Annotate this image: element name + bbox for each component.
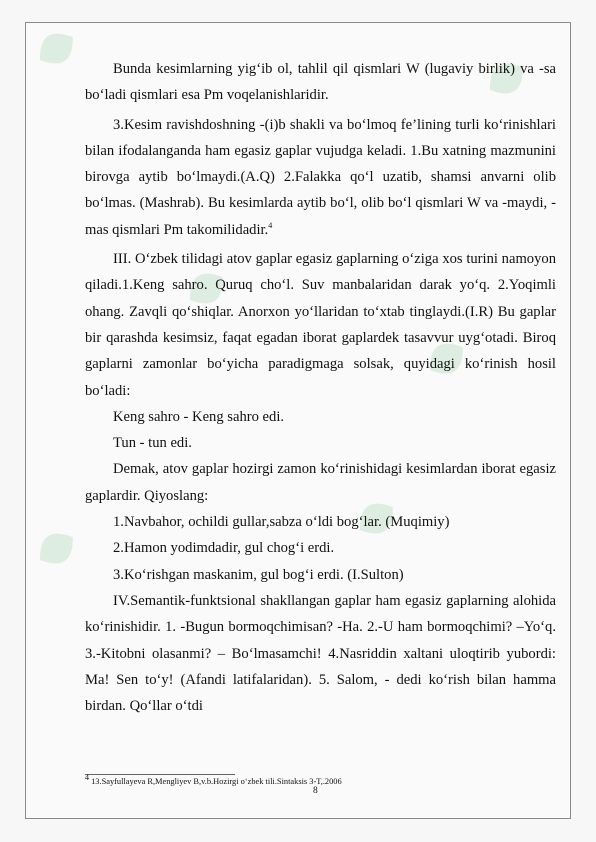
paragraph-2 (85, 112, 556, 243)
example-line-1: Keng sahro - Keng sahro edi. (113, 408, 285, 425)
footnote-number: 4 (85, 773, 89, 783)
example-line-3: 1.Navbahor, ochildi gullar,sabza o‘ldi bog‘lar. (Muqimiy) (113, 514, 450, 531)
paragraph-3: III. O‘zbek tilidagi atov gaplar egasiz gaplarning o‘ziga xos turini namoyon qiladi.1.Keng sahro. Quruq cho‘l. Suv manbalaridan darak yo‘q. 2.Yoqimli ohang. Zavqli qo‘shiqlar. Anorxon yo‘llaridan to‘xtab tinglaydi.(I.R) Bu gaplar bir qarashda kesimsiz, faqat egadan iborat gaplardek tasavvur uyg‘otadi. Biroq gaplarni zamonlar bo‘yicha paradigmaga solsak, quyidagi ko‘rinish hosil bo‘ladi: (85, 251, 556, 399)
paragraph-5: IV.Semantik-funktsional shakllangan gaplar ham egasiz gaplarning alohida ko‘rinishidir. 1. -Bugun bormoqchimisan? -Ha. 2.-U ham bormoqchimi? –Yo‘q. 3.-Kitobni olasanmi? – Bo‘lmasamchi! 4.Nasriddin xaltani uloqtirib yubordi: Ma! Sen to‘y! (Afandi latifalaridan). 5. Salom, - dedi ko‘rish bilan hamma birdan. Qo‘llar o‘tdi (85, 592, 556, 715)
footnote (85, 773, 342, 787)
example-line-4: 2.Hamon yodimdadir, gul chog‘i erdi. (113, 540, 335, 557)
footnote-text: 13.Sayfullayeva R,Mengliyev B,v.b.Hozirgi o‘zbek tili.Sintaksis 3-T,.2006 (91, 777, 342, 786)
paragraph-1: Bunda kesimlarning yig‘ib ol, tahlil qil qismlari W (lugaviy birlik) va -sa bo‘ladi qismlari esa Pm voqelanishlaridir. (85, 61, 556, 104)
footnote-ref: 4 (268, 220, 273, 230)
document-body (85, 56, 556, 719)
page-number: 8 (313, 786, 318, 796)
paragraph-2-text: 3.Kesim ravishdoshning -(i)b shakli va bo‘lmoq fe’lining turli ko‘rinishlari bilan ifodalanganda ham egasiz gaplar vujudga keladi. 1.Bu xatning mazmunini birovga aytib bo‘lmaydi.(A.Q) 2.Falakka qo‘l uzatib, shamsi anvarni olib bo‘lmas. (Mashrab). Bu kesimlarda aytib bo‘l, olib bo‘l qismlari W va -maydi, -mas qismlari Pm takomilidadir. (85, 116, 556, 238)
example-line-2: Tun - tun edi. (113, 435, 192, 452)
footnote-divider (85, 774, 235, 775)
example-line-5: 3.Ko‘rishgan maskanim, gul bog‘i erdi. (I.Sulton) (113, 566, 404, 583)
paragraph-4: Demak, atov gaplar hozirgi zamon ko‘rinishidagi kesimlardan iborat egasiz gaplardir. Qiyoslang: (85, 461, 556, 504)
